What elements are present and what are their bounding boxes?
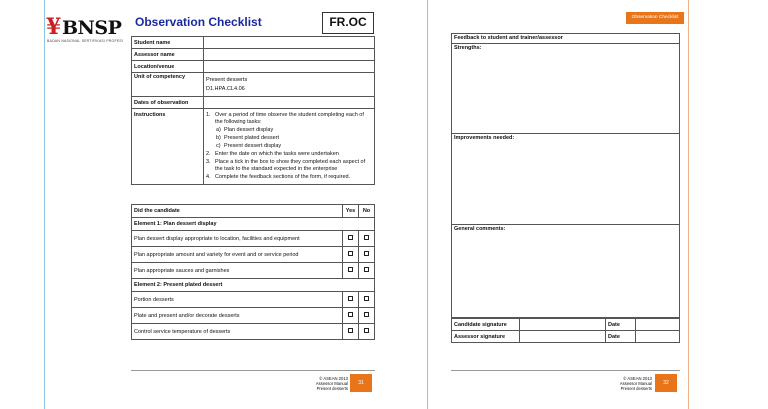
instructions-label: Instructions	[132, 109, 204, 185]
instruction-4: 4. Complete the feedback sections of the form, if required.	[206, 174, 351, 180]
page-title: Observation Checklist	[135, 15, 262, 29]
unit-label: Unit of competency	[132, 73, 204, 97]
assessor-date-label: Date	[606, 331, 636, 343]
table-row	[132, 292, 375, 308]
assessor-signature-field[interactable]	[520, 331, 606, 343]
candidate-date-label: Date	[606, 319, 636, 331]
strengths-field[interactable]: Strengths:	[452, 44, 680, 134]
checklist-item: Control service temperature of desserts	[132, 324, 343, 340]
page1-number: 31	[350, 374, 372, 392]
unit-value	[204, 73, 375, 97]
yes-checkbox[interactable]	[348, 267, 353, 272]
logo-mark: ¥	[46, 14, 61, 40]
instruction-3: 3. Place a tick in the box to show they completed each aspect of the task to the standard expected in the enterprise	[206, 159, 366, 172]
page2-margin-line-right	[688, 0, 689, 409]
table-row	[132, 231, 375, 247]
instructions-content	[204, 109, 375, 185]
assessor-signature-label: Assessor signature	[452, 331, 520, 343]
no-header: No	[359, 205, 375, 218]
no-checkbox[interactable]	[364, 235, 369, 240]
element-2-heading: Element 2: Present plated dessert	[132, 279, 375, 292]
student-name-label: Student name	[132, 37, 204, 49]
table-row	[132, 308, 375, 324]
page2-margin-line-left	[427, 0, 428, 409]
student-name-field[interactable]	[204, 37, 375, 49]
location-field[interactable]	[204, 61, 375, 73]
checklist-item: Plate and present and/or decorate desserts	[132, 308, 343, 324]
feedback-table	[451, 33, 680, 318]
feedback-header: Feedback to student and trainer/assessor	[452, 34, 680, 44]
page1-footer-text: © ASEAN 2013 Assessor Manual Present desserts	[315, 376, 348, 391]
comments-field[interactable]: General comments:	[452, 225, 680, 318]
checklist-item: Plan dessert display appropriate to location, facilities and equipment	[132, 231, 343, 247]
page2-footer-rule	[451, 370, 680, 371]
section-tag: Observation Checklist	[626, 12, 684, 24]
page2-footer-text: © ASEAN 2013 Assessor Manual Present desserts	[619, 376, 652, 391]
checklist-table	[131, 204, 375, 340]
no-checkbox[interactable]	[364, 296, 369, 301]
subtask-b: b) Present plated dessert	[216, 135, 280, 141]
table-row	[132, 247, 375, 263]
table-row	[132, 324, 375, 340]
yes-checkbox[interactable]	[348, 328, 353, 333]
assessor-date-field[interactable]	[636, 331, 680, 343]
table-row	[132, 263, 375, 279]
signature-table	[451, 318, 680, 343]
candidate-date-field[interactable]	[636, 319, 680, 331]
location-label: Location/venue	[132, 61, 204, 73]
yes-checkbox[interactable]	[348, 312, 353, 317]
subtask-c: c) Present dessert display	[216, 143, 282, 149]
yes-checkbox[interactable]	[348, 235, 353, 240]
dates-field[interactable]	[204, 97, 375, 109]
no-checkbox[interactable]	[364, 312, 369, 317]
yes-checkbox[interactable]	[348, 251, 353, 256]
instruction-1: 1. Over a period of time observe the student completing each of the following tasks:	[206, 112, 364, 125]
subtask-a: a) Plan dessert display	[216, 127, 274, 133]
page2-number: 32	[655, 374, 677, 392]
dates-label: Dates of observation	[132, 97, 204, 109]
form-code-box: FR.OC	[322, 12, 374, 34]
checklist-item: Portion desserts	[132, 292, 343, 308]
assessor-name-label: Assessor name	[132, 49, 204, 61]
no-checkbox[interactable]	[364, 251, 369, 256]
instruction-2: 2. Enter the date on which the tasks were undertaken	[206, 151, 339, 157]
candidate-signature-label: Candidate signature	[452, 319, 520, 331]
unit-value-title: Present desserts	[206, 76, 248, 83]
page1-footer-rule	[131, 370, 375, 371]
unit-value-code: D1.HPA.CL4.06	[206, 85, 245, 92]
yes-checkbox[interactable]	[348, 296, 353, 301]
assessor-name-field[interactable]	[204, 49, 375, 61]
info-table	[131, 36, 375, 185]
logo-subtitle: BADAN NASIONAL SERTIFIKASI PROFESI	[47, 39, 124, 43]
improvements-field[interactable]: Improvements needed:	[452, 134, 680, 225]
checklist-header: Did the candidate	[132, 205, 343, 218]
candidate-signature-field[interactable]	[520, 319, 606, 331]
checklist-item: Plan appropriate amount and variety for event and or service period	[132, 247, 343, 263]
element-1-heading: Element 1: Plan dessert display	[132, 218, 375, 231]
yes-header: Yes	[343, 205, 359, 218]
no-checkbox[interactable]	[364, 328, 369, 333]
checklist-item: Plan appropriate sauces and garnishes	[132, 263, 343, 279]
no-checkbox[interactable]	[364, 267, 369, 272]
logo-text: BNSP	[62, 17, 122, 39]
page1-margin-line	[44, 0, 45, 409]
bnsp-logo	[44, 14, 126, 44]
